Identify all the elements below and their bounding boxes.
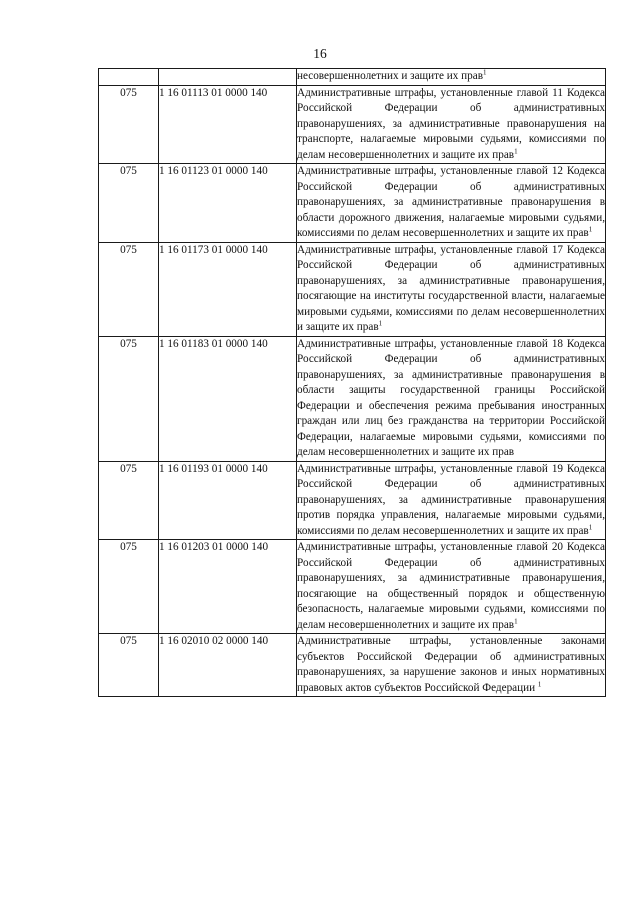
- kbk-code-cell: 1 16 01193 01 0000 140: [159, 461, 297, 540]
- description-text: Административные штрафы, установленные законами субъектов Российской Федерации об административных правонарушениях, за нарушение законов и иных нормативных правовых актов субъектов Российской Федерации: [297, 635, 605, 694]
- kbk-code-cell: [159, 69, 297, 86]
- page-number: 16: [313, 46, 327, 61]
- admin-code-cell: 075: [99, 634, 159, 697]
- footnote-marker: 1: [483, 68, 487, 77]
- admin-code-cell: 075: [99, 461, 159, 540]
- description-text: Административные штрафы, установленные главой 12 Кодекса Российской Федерации об административных правонарушениях, за административные правонарушения в области дорожного движения, налагаемые мировыми судьями, комиссиями по делам несовершеннолетних и защите их прав: [297, 165, 605, 239]
- description-cell: [297, 69, 606, 86]
- admin-code-cell: 075: [99, 336, 159, 461]
- admin-code-cell: [99, 69, 159, 86]
- table-row-continuation: [99, 69, 606, 86]
- table-row: [99, 540, 606, 634]
- admin-code-cell: 075: [99, 242, 159, 336]
- description-cell: [297, 242, 606, 336]
- admin-code-cell: 075: [99, 85, 159, 164]
- footnote-marker: 1: [378, 319, 383, 328]
- kbk-code-cell: 1 16 01203 01 0000 140: [159, 540, 297, 634]
- table-row: [99, 85, 606, 164]
- kbk-code-cell: 1 16 01183 01 0000 140: [159, 336, 297, 461]
- footnote-marker: 1: [588, 522, 593, 531]
- footnote-marker: 1: [514, 146, 518, 155]
- footnote-marker: 1: [537, 679, 542, 688]
- description-cell: [297, 336, 606, 461]
- description-text: Административные штрафы, установленные главой 17 Кодекса Российской Федерации об административных правонарушениях, за административные правонарушения, посягающие на институты государственной власти, налагаемые мировыми судьями, комиссиями по делам несовершеннолетних и защите их прав: [297, 243, 605, 333]
- fines-table: [98, 68, 606, 697]
- kbk-code-cell: 1 16 01123 01 0000 140: [159, 164, 297, 243]
- description-text: Административные штрафы, установленные главой 11 Кодекса Российской Федерации об административных правонарушениях, за административные правонарушения на транспорте, налагаемые мировыми судьями, комиссиями по делам несовершеннолетних и защите их прав: [297, 86, 605, 161]
- table-row: [99, 242, 606, 336]
- description-cell: [297, 634, 606, 697]
- description-text: Административные штрафы, установленные главой 18 Кодекса Российской Федерации об административных правонарушениях, за административные правонарушения в области защиты государственной границы Российской Федерации и обеспечения режима пребывания иностранных граждан или лиц без гражданства на территории Российской Федерации, налагаемые мировыми судьями, комиссиями по делам несовершеннолетних и защите их прав: [297, 337, 605, 458]
- description-cell: [297, 461, 606, 540]
- description-text: несовершеннолетних и защите их прав: [297, 70, 483, 82]
- admin-code-cell: 075: [99, 540, 159, 634]
- table-row: [99, 461, 606, 540]
- admin-code-cell: 075: [99, 164, 159, 243]
- kbk-code-cell: 1 16 02010 02 0000 140: [159, 634, 297, 697]
- description-cell: [297, 540, 606, 634]
- description-cell: [297, 85, 606, 164]
- kbk-code-cell: 1 16 01173 01 0000 140: [159, 242, 297, 336]
- footnote-marker: 1: [588, 225, 593, 234]
- table-row: [99, 164, 606, 243]
- footnote-marker: 1: [514, 616, 518, 625]
- description-cell: [297, 164, 606, 243]
- kbk-code-cell: 1 16 01113 01 0000 140: [159, 85, 297, 164]
- description-text: Административные штрафы, установленные главой 20 Кодекса Российской Федерации об административных правонарушениях, за административные правонарушения, посягающие на общественный порядок и общественную безопасность, налагаемые мировыми судьями, комиссиями по делам несовершеннолетних и защите их прав: [297, 541, 605, 631]
- description-text: Административные штрафы, установленные главой 19 Кодекса Российской Федерации об административных правонарушениях, за административные правонарушения против порядка управления, налагаемые мировыми судьями, комиссиями по делам несовершеннолетних и защите их прав: [297, 462, 605, 537]
- table-row: [99, 336, 606, 461]
- table-row: [99, 634, 606, 697]
